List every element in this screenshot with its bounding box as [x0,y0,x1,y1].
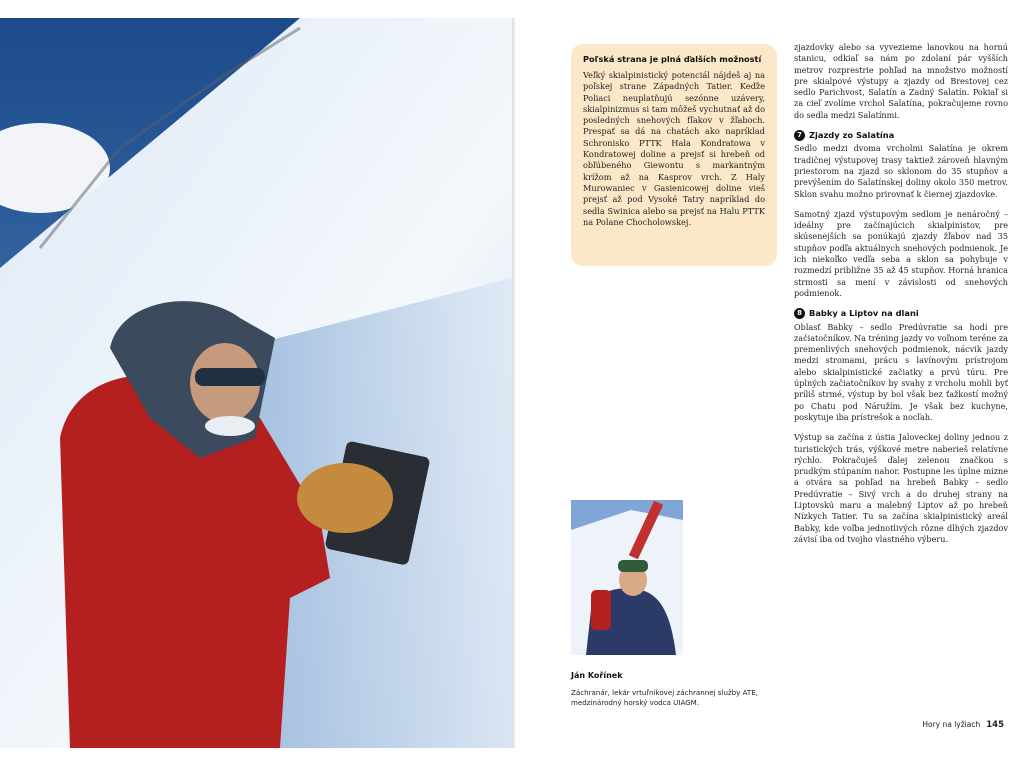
page-number: 145 [986,720,1004,730]
article-column [794,42,1008,554]
portrait-caption-name: Ján Kořínek [571,671,623,680]
section-8-heading [794,308,1008,319]
page-footer [922,720,1004,730]
info-box-text: Veľký skialpinistický potenciál nájdeš aj na poľskej strane Západných Tatier. Keďže Poliaci neuplatňujú sezónne uzávery, skialpinizmus si tam môžeš vychutnať až do posledných snehových fľakov v žľaboch. Prespať sa dá na chatách ako napríklad Schronisko PTTK Hala Kondratowa v Kondratowej doline a prejsť si hrebeň od obľúbeného Giewontu s markantným krížom až na Kasprov vrch. Z Haly Murowaniec v Gasienicowej doline vieš prejsť až pod Vysoké Tatry napríklad do sedla Swinica alebo sa prejsť na Halu PTTK na Polane Chocholowskej. [583,70,765,227]
portrait-photo [571,500,683,655]
section-8-title: Babky a Liptov na dlani [809,308,919,319]
info-box-title: Poľská strana je plná ďalších možností [583,54,762,64]
info-box [571,44,777,266]
section-8-paragraph-1: Oblasť Babky – sedlo Predúvratie sa hodí pre začiatočníkov. Na tréning jazdy vo voľnom teréne za premenlivých snehových podmienok, nácvik jazdy medzi stromami, prácu s lavínovým prístrojom alebo skialpinistické začiatky a prvú túru. Pre úplných začiatočníkov by svahy z vrcholu mohli byť príliš strmé, výstup by bol však bez ťažkostí možný po Chatu pod Náružím. Je však bez kuchyne, poskytuje iba prístrešok a nocľah. [794,321,1008,422]
skier-portrait-image [571,500,683,655]
section-number-badge: 8 [794,308,805,319]
main-photo [0,18,512,748]
section-7-heading [794,130,1008,141]
footer-section-title: Hory na lyžiach [922,720,981,729]
page-gutter-shadow [512,18,516,748]
section-7-paragraph-2: Samotný zjazd výstupovým sedlom je nenáročný – ideálny pre začínajúcich skialpinistov, pre skúsenejších sa ponúkajú zjazdy žľabov nad 35 stupňov podľa aktuálnych snehových podmienok. Je ich niekoľko vedľa seba a sklon sa pohybuje v rozmedzí približne 35 až 45 stupňov. Horná hranica strmosti sa mení v závislosti od snehových podmienok. [794,208,1008,298]
section-7-paragraph-1: Sedlo medzi dvoma vrcholmi Salatína je okrem tradičnej výstupovej trasy taktiež zároveň hlavným priestorom na zjazd so sklonom do 35 stupňov a prevýšením do Salatínskej doliny okolo 350 metrov. Sklon svahu možno prirovnať k čiernej zjazdovke. [794,143,1008,199]
intro-paragraph: zjazdovky alebo sa vyvezieme lanovkou na hornú stanicu, odkiaľ sa nám po zdolaní pár vyšších metrov rozprestrie pohľad na množstvo možností pre skialpové výstupy a zjazdy od Brestovej cez sedlo Parichvost, Salatín a Zadný Salatín. Pokiaľ si za cieľ zvolíme vrchol Salatína, pokračujeme rovno do sedla medzi Salatínmi. [794,42,1008,120]
section-8-paragraph-2: Výstup sa začína z ústia Jaloveckej doliny jednou z turistických trás, výškové metre naberieš relatívne rýchlo. Pokračuješ ďalej zelenou značkou s prudkým stúpaním nahor. Postupne les úplne mizne a otvára sa pohľad na hrebeň Babky – sedlo Predúvratie – Sivý vrch a do druhej strany na Liptovskú maru a malebný Liptov až po hrebeň Nízkych Tatier. Tu sa začína skialpinistický areál Babky, kde voľba jednotlivých rôzne dlhých zjazdov závisí iba od tvojho vlastného výberu. [794,432,1008,544]
mountaineer-snow-photo [0,18,512,748]
section-7-title: Zjazdy zo Salatína [809,130,895,141]
portrait-caption-description: Záchranár, lekár vrtuľníkovej záchrannej služby ATE, medzinárodný horský vodca UIAGM. [571,688,758,707]
section-number-badge: 7 [794,130,805,141]
